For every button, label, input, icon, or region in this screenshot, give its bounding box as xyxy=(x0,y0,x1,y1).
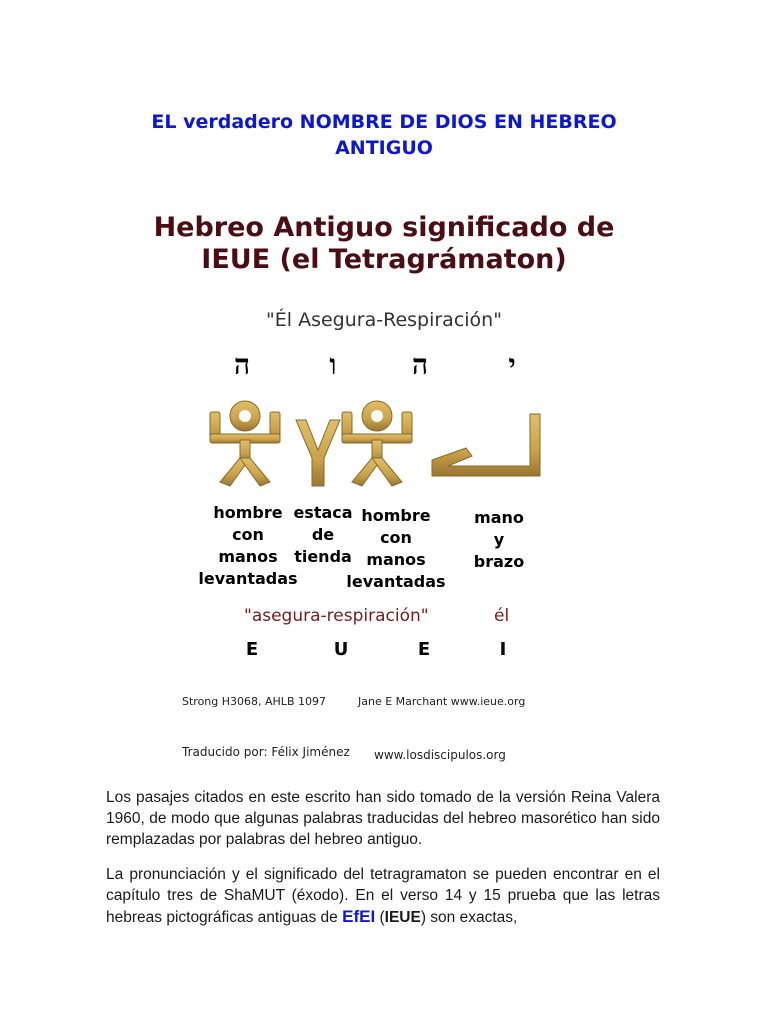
figure-title xyxy=(120,212,648,276)
meaning-he-1-line: con xyxy=(232,525,264,544)
credit-author: Jane E Marchant www.ieue.org xyxy=(358,695,526,708)
body-paragraph-1: Los pasajes citados en este escrito han sido tomado de la versión Reina Valera 1960, de modo que algunas palabras traducidas del hebreo masorético han sido remplazadas por palabras del hebreo antiguo. xyxy=(106,789,660,848)
meaning-yod-line: y xyxy=(493,530,505,549)
meaning-vav-line: de xyxy=(311,525,335,544)
meaning-yod-line: mano xyxy=(474,508,524,527)
body-paragraph-2 xyxy=(106,864,660,928)
arm-hand-icon xyxy=(432,414,540,476)
figure-subtitle: "Él Asegura-Respiración" xyxy=(266,309,502,331)
meaning-he-1-line: levantadas xyxy=(198,569,298,588)
latin-letter-e-2: E xyxy=(417,639,431,660)
credit-strong: Strong H3068, AHLB 1097 xyxy=(182,695,326,708)
hebrew-letter-he-1: ה xyxy=(233,348,251,381)
tent-peg-icon xyxy=(296,420,340,486)
figure-title-line1: Hebreo Antiguo significado de xyxy=(153,212,615,243)
highlight-ieue: IEUE xyxy=(384,909,421,926)
body-paragraph-2-end: ) son exactas, xyxy=(420,909,518,926)
meaning-he-2-line: manos xyxy=(366,550,426,569)
meaning-he-2-line: hombre xyxy=(361,506,431,525)
document-title-line1: EL verdadero NOMBRE DE DIOS EN HEBREO xyxy=(151,111,617,133)
credit-site: www.losdiscipulos.org xyxy=(374,748,506,762)
hebrew-letter-yod: י xyxy=(508,348,516,381)
phrase-el: él xyxy=(494,606,510,626)
figure-title-line2: IEUE (el Tetragrámaton) xyxy=(201,244,567,275)
pictograph-glyphs xyxy=(200,390,550,490)
document-title xyxy=(100,109,668,161)
latin-letter-u: U xyxy=(333,639,349,660)
man-raised-hands-icon-2 xyxy=(342,401,412,486)
body-paragraph-2-paren: ( xyxy=(375,909,385,926)
hebrew-letter-he-2: ה xyxy=(411,348,429,381)
latin-letter-i: I xyxy=(499,639,507,660)
latin-letter-e-1: E xyxy=(245,639,259,660)
body-paragraph-2-text: La pronunciación y el significado del tetragramaton se pueden encontrar en el capítulo tres de ShaMUT (éxodo). En el verso 14 y 15 prueba que las letras hebreas pictográficas antiguas de xyxy=(106,866,660,926)
meaning-he-2-line: levantadas xyxy=(346,572,446,591)
meaning-he-2-line: con xyxy=(380,528,412,547)
meaning-he-2 xyxy=(344,505,448,593)
meaning-he-1 xyxy=(196,502,300,590)
hebrew-letter-vav: ו xyxy=(329,348,337,381)
meaning-he-1-line: hombre xyxy=(213,503,283,522)
meaning-yod xyxy=(466,507,532,573)
document-title-line2: ANTIGUO xyxy=(335,137,433,159)
man-raised-hands-icon-1 xyxy=(210,401,280,486)
phrase-asegura-respiracion: "asegura-respiración" xyxy=(244,606,429,626)
highlight-efei: EfEI xyxy=(342,907,376,926)
credit-translator: Traducido por: Félix Jiménez xyxy=(182,745,350,759)
meaning-vav-line: estaca xyxy=(293,503,353,522)
meaning-vav-line: tienda xyxy=(294,547,352,566)
meaning-he-1-line: manos xyxy=(218,547,278,566)
meaning-yod-line: brazo xyxy=(473,552,525,571)
